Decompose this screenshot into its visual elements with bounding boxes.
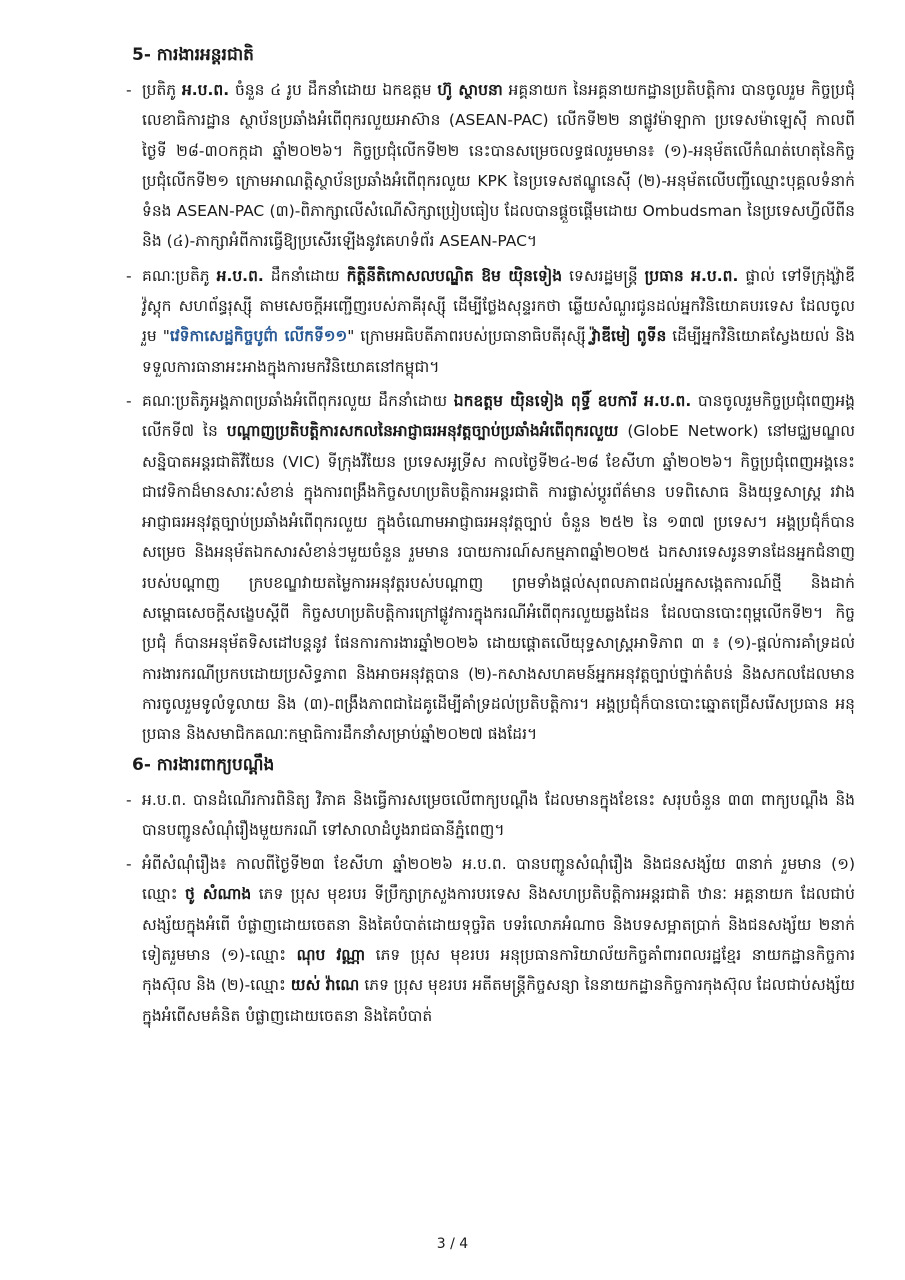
text-run: (GlobE Network) នៅមជ្ឈមណ្ឌលសន្និបាតអន្តរជាតិវីយែន (VIC) ទីក្រុងវីយែន ប្រទេសអូទ្រីស កាលថ្ងៃទី២៤-២៨ ខែសីហា ឆ្នាំ២០២៦។ កិច្ចប្រជុំពេញអង្គនេះ ជាវេទិកាដ៏មានសារៈសំខាន់ ក្នុងការពង្រឹងកិច្ចសហប្រតិបត្តិការអន្តរជាតិ ការផ្លាស់ប្តូរព័ត៌មាន បទពិសោធ និងយុទ្ធសាស្ត្រ រវាងអាជ្ញាធរអនុវត្តច្បាប់ប្រឆាំងអំពើពុករលួយ ក្នុងចំណោមអាជ្ញាធរអនុវត្តច្បាប់ ចំនួន ២៥២ នៃ ១៣៧ ប្រទេស។ អង្គប្រជុំក៏បានសម្រេច និងអនុម័តឯកសារសំខាន់ៗមួយចំនួន រួមមាន របាយការណ៍សកម្មភាពឆ្នាំ២០២៥ ឯកសារទេសរូនទានដែនអ្នកជំនាញរបស់បណ្តាញ ក្របខណ្ឌវាយតម្លៃការអនុវត្តរបស់បណ្តាញ ព្រមទាំងផ្តល់សុពលភាពដល់អ្នកសង្កេតការណ៍ថ្មី និងដាក់សម្ពោធសេចក្តីសង្ខេបស្តីពី កិច្ចសហប្រតិបត្តិការក្រៅផ្លូវការក្នុងករណីអំពើពុករលួយឆ្លងដែន ដែលបានបោះពុម្ពលើកទី២។ កិច្ចប្រជុំ ក៏បានអនុម័តទិសដៅបន្តនូវ ផែនការការងារឆ្នាំ២០២៦ ដោយផ្តោតលើយុទ្ធសាស្ត្រអាទិភាព ៣ ៖ (១)-ផ្តល់ការគាំទ្រដល់ការងារករណីប្រកបដោយប្រសិទ្ធភាព និងអាចអនុវត្តបាន (២)-កសាងសហគមន៍អ្នកអនុវត្តច្បាប់ថ្នាក់តំបន់ និងសកលដែលមានការចូលរួមទូលំទូលាយ និង (៣)-ពង្រឹងភាពជាដៃគូដើម្បីគាំទ្រដល់ប្រតិបត្តិការ។ អង្គប្រជុំក៏បានបោះឆ្នោតជ្រើសរើសប្រធាន អនុប្រធាន និងសមាជិកគណៈកម្មាធិការដឹកនាំសម្រាប់ឆ្នាំ២០២៧ ផងដែរ។ — [142, 422, 855, 744]
bullet-dash: - — [126, 81, 132, 99]
text-run: ដើម្បីអ្នកវិនិយោគស្វែងយល់ និងទទួលការធានាអះអាងក្នុងការមកវិនិយោគនៅកម្ពុជា។ — [142, 327, 855, 376]
paragraph-text — [142, 392, 855, 743]
text-run: អ.ប.ព. បានដំណើរការពិនិត្យ វិភាគ និងធ្វើការសម្រេចលើពាក្យបណ្តឹង ដែលមានក្នុងខែនេះ សរុបចំនួន ៣៣ ពាក្យបណ្តឹង និងបានបញ្ជូនសំណុំរឿងមួយករណី ទៅសាលាដំបូងរាជធានីភ្នំពេញ។ — [142, 790, 855, 839]
bold-name: ឯកឧត្តម យ៉ិនទៀង ពុទ្ធិ៍ ឧបការី អ.ប.ព. — [453, 391, 692, 410]
paragraph-asean-pac — [126, 75, 855, 257]
bold-name: ថូ សំណាង — [185, 885, 252, 904]
text-run: ភេទ ប្រុស មុខរបរ ទីប្រឹក្សាក្រសួងការបរទេស និងសហប្រតិបត្តិការអន្តរជាតិ ឋានៈ អគ្គនាយក ដែលជាប់សង្ស័យក្នុងអំពើ បំផ្លាញដោយចេតនា និងគៃបំបាត់ដោយទុច្ចរិត បទរំលោភអំណាច និងបទសម្អាតប្រាក់ និងជនសង្ស័យ ២នាក់ ទៀតរួមមាន (១)-ឈ្មោះ — [142, 885, 855, 965]
paragraph-complaints-summary — [126, 785, 855, 846]
text-run: ភេទ ប្រុស មុខរបរ អនុប្រធានការិយាល័យកិច្ចគាំពារពលរដ្ឋខ្មែរ នាយកដ្ឋានកិច្ចការកុងស៊ុល និង (២)-ឈ្មោះ — [142, 946, 855, 995]
text-run: ចំនួន ៤ រូប ដឹកនាំដោយ ឯកឧត្តម — [229, 81, 438, 99]
text-run: ភេទ ប្រុស មុខរបរ អតីតមន្ត្រីកិច្ចសន្យា នៃនាយកដ្ឋានកិច្ចការកុងស៊ុល ដែលជាប់សង្ស័យក្នុងអំពើសមគំនិត បំផ្លាញដោយចេតនា និងគៃបំបាត់ — [142, 976, 855, 1025]
text-run: គណៈប្រតិភូអង្គភាពប្រឆាំងអំពើពុករលួយ ដឹកនាំដោយ — [142, 391, 454, 410]
section-heading-international: 5- ការងារអន្តរជាតិ — [132, 45, 254, 65]
bold-name: កិត្តិនីតិកោសលបណ្ឌិត ឱម យ៉ិនទៀង — [346, 266, 563, 285]
text-run: គណៈប្រតិភូ — [142, 266, 217, 285]
section-heading-complaints: 6- ការងារពាក្យបណ្តឹង — [132, 754, 275, 775]
bold-name: វ្ល៉ាឌីមៀ ពូទីន — [591, 327, 667, 346]
paragraph-text — [142, 791, 855, 839]
paragraph-text — [142, 267, 855, 376]
section-complaints — [120, 754, 855, 1031]
bold-name: យស់ វ៉ាណេ — [290, 976, 360, 995]
text-run: ផ្ទាល់ ទៅទីក្រុងវ្ល៉ាឌីវ៉ូស្តុក សហព័ន្ធរុស្ស៊ី តាមសេចក្តីអញ្ជើញរបស់ភាគីរុស្ស៊ី ដើម្បីថ្លែងសុន្ទរកថា ឆ្លើយសំណួរជូនដល់អ្នកវិនិយោគបរទេស ដែលចូលរួម " — [142, 266, 856, 346]
paragraph-globe-network — [126, 386, 856, 750]
text-run: ដឹកនាំដោយ — [263, 266, 347, 285]
highlighted-event-name: វេទិកាសេដ្ឋកិច្ចបូព៌ា លើកទី១១ — [169, 327, 348, 346]
text-run: ប្រតិភូ — [142, 81, 182, 99]
text-run: " ក្រោមអធិបតីភាពរបស់ប្រធានាធិបតីរុស្ស៊ី — [347, 327, 592, 346]
text-run: បានចូលរួមកិច្ចប្រជុំពេញអង្គលើកទី៧ នៃ — [142, 391, 856, 441]
bold-name: ប្រធាន អ.ប.ព. — [644, 266, 739, 285]
bullet-dash: - — [126, 391, 132, 410]
bold-name: ណុប វណ្ណា — [296, 946, 366, 965]
paragraph-case-file — [126, 849, 855, 1031]
page-number: 3 / 4 — [436, 1236, 469, 1252]
bullet-dash: - — [126, 790, 132, 809]
paragraph-eastern-economic-forum — [126, 261, 856, 382]
bullet-dash: - — [126, 855, 132, 874]
paragraph-text — [142, 855, 855, 1024]
bold-name: អ.ប.ព. — [181, 81, 230, 99]
text-run: អគ្គនាយក នៃអគ្គនាយកដ្ឋានប្រតិបត្តិការ បានចូលរួម កិច្ចប្រជុំលេខាធិការដ្ឋាន ស្ថាប័នប្រឆាំងអំពើពុករលួយអាស៊ាន (ASEAN-PAC) លើកទី២២ នាផ្លូវម៉ាឡាកា ប្រទេសម៉ាឡេស៊ី កាលពីថ្ងៃទី ២៨-៣០កក្កដា ឆ្នាំ២០២៦។ កិច្ចប្រជុំលើកទី២២ នេះបានសម្រេចលទ្ធផលរួមមាន៖ (១)-អនុម័តលើកំណត់ហេតុនៃកិច្ចប្រជុំលើកទី២១ ក្រោមអាណត្តិស្ថាប័នប្រឆាំងអំពើពុករលួយ KPK នៃប្រទេសឥណ្ឌូនេស៊ី (២)-អនុម័តលើបញ្ជីឈ្មោះបុគ្គលទំនាក់ទំនង ASEAN-PAC (៣)-ពិភាក្សាលើសំណើសិក្សាប្រៀបធៀប ដែលបានផ្តួចផ្តើមដោយ Ombudsman នៃប្រទេសហ្វីលីពីន និង (៤)-ភាក្សាអំពីការធ្វើឱ្យប្រសើរឡើងនូវគេហទំព័រ ASEAN-PAC។ — [142, 81, 855, 251]
text-run: ទេសរដ្ឋមន្ត្រី — [562, 266, 645, 285]
bullet-dash: - — [126, 266, 132, 285]
text-run: អំពីសំណុំរឿង៖ កាលពីថ្ងៃទី២៣ ខែសីហា ឆ្នាំ២០២៦ អ.ប.ព. បានបញ្ជូនសំណុំរឿង និងជនសង្ស័យ ៣នាក់ រួមមាន (១) ឈ្មោះ — [142, 855, 855, 904]
bold-name: បណ្តាញប្រតិបត្តិការសកលនៃអាជ្ញាធរអនុវត្តច្បាប់ប្រឆាំងអំពើពុករលួយ — [226, 422, 619, 441]
section-international — [120, 44, 855, 750]
bold-name: ហ៊ូ ស្ថាបនា — [437, 81, 503, 99]
bold-name: អ.ប.ព. — [216, 266, 264, 285]
paragraph-text — [142, 81, 855, 250]
